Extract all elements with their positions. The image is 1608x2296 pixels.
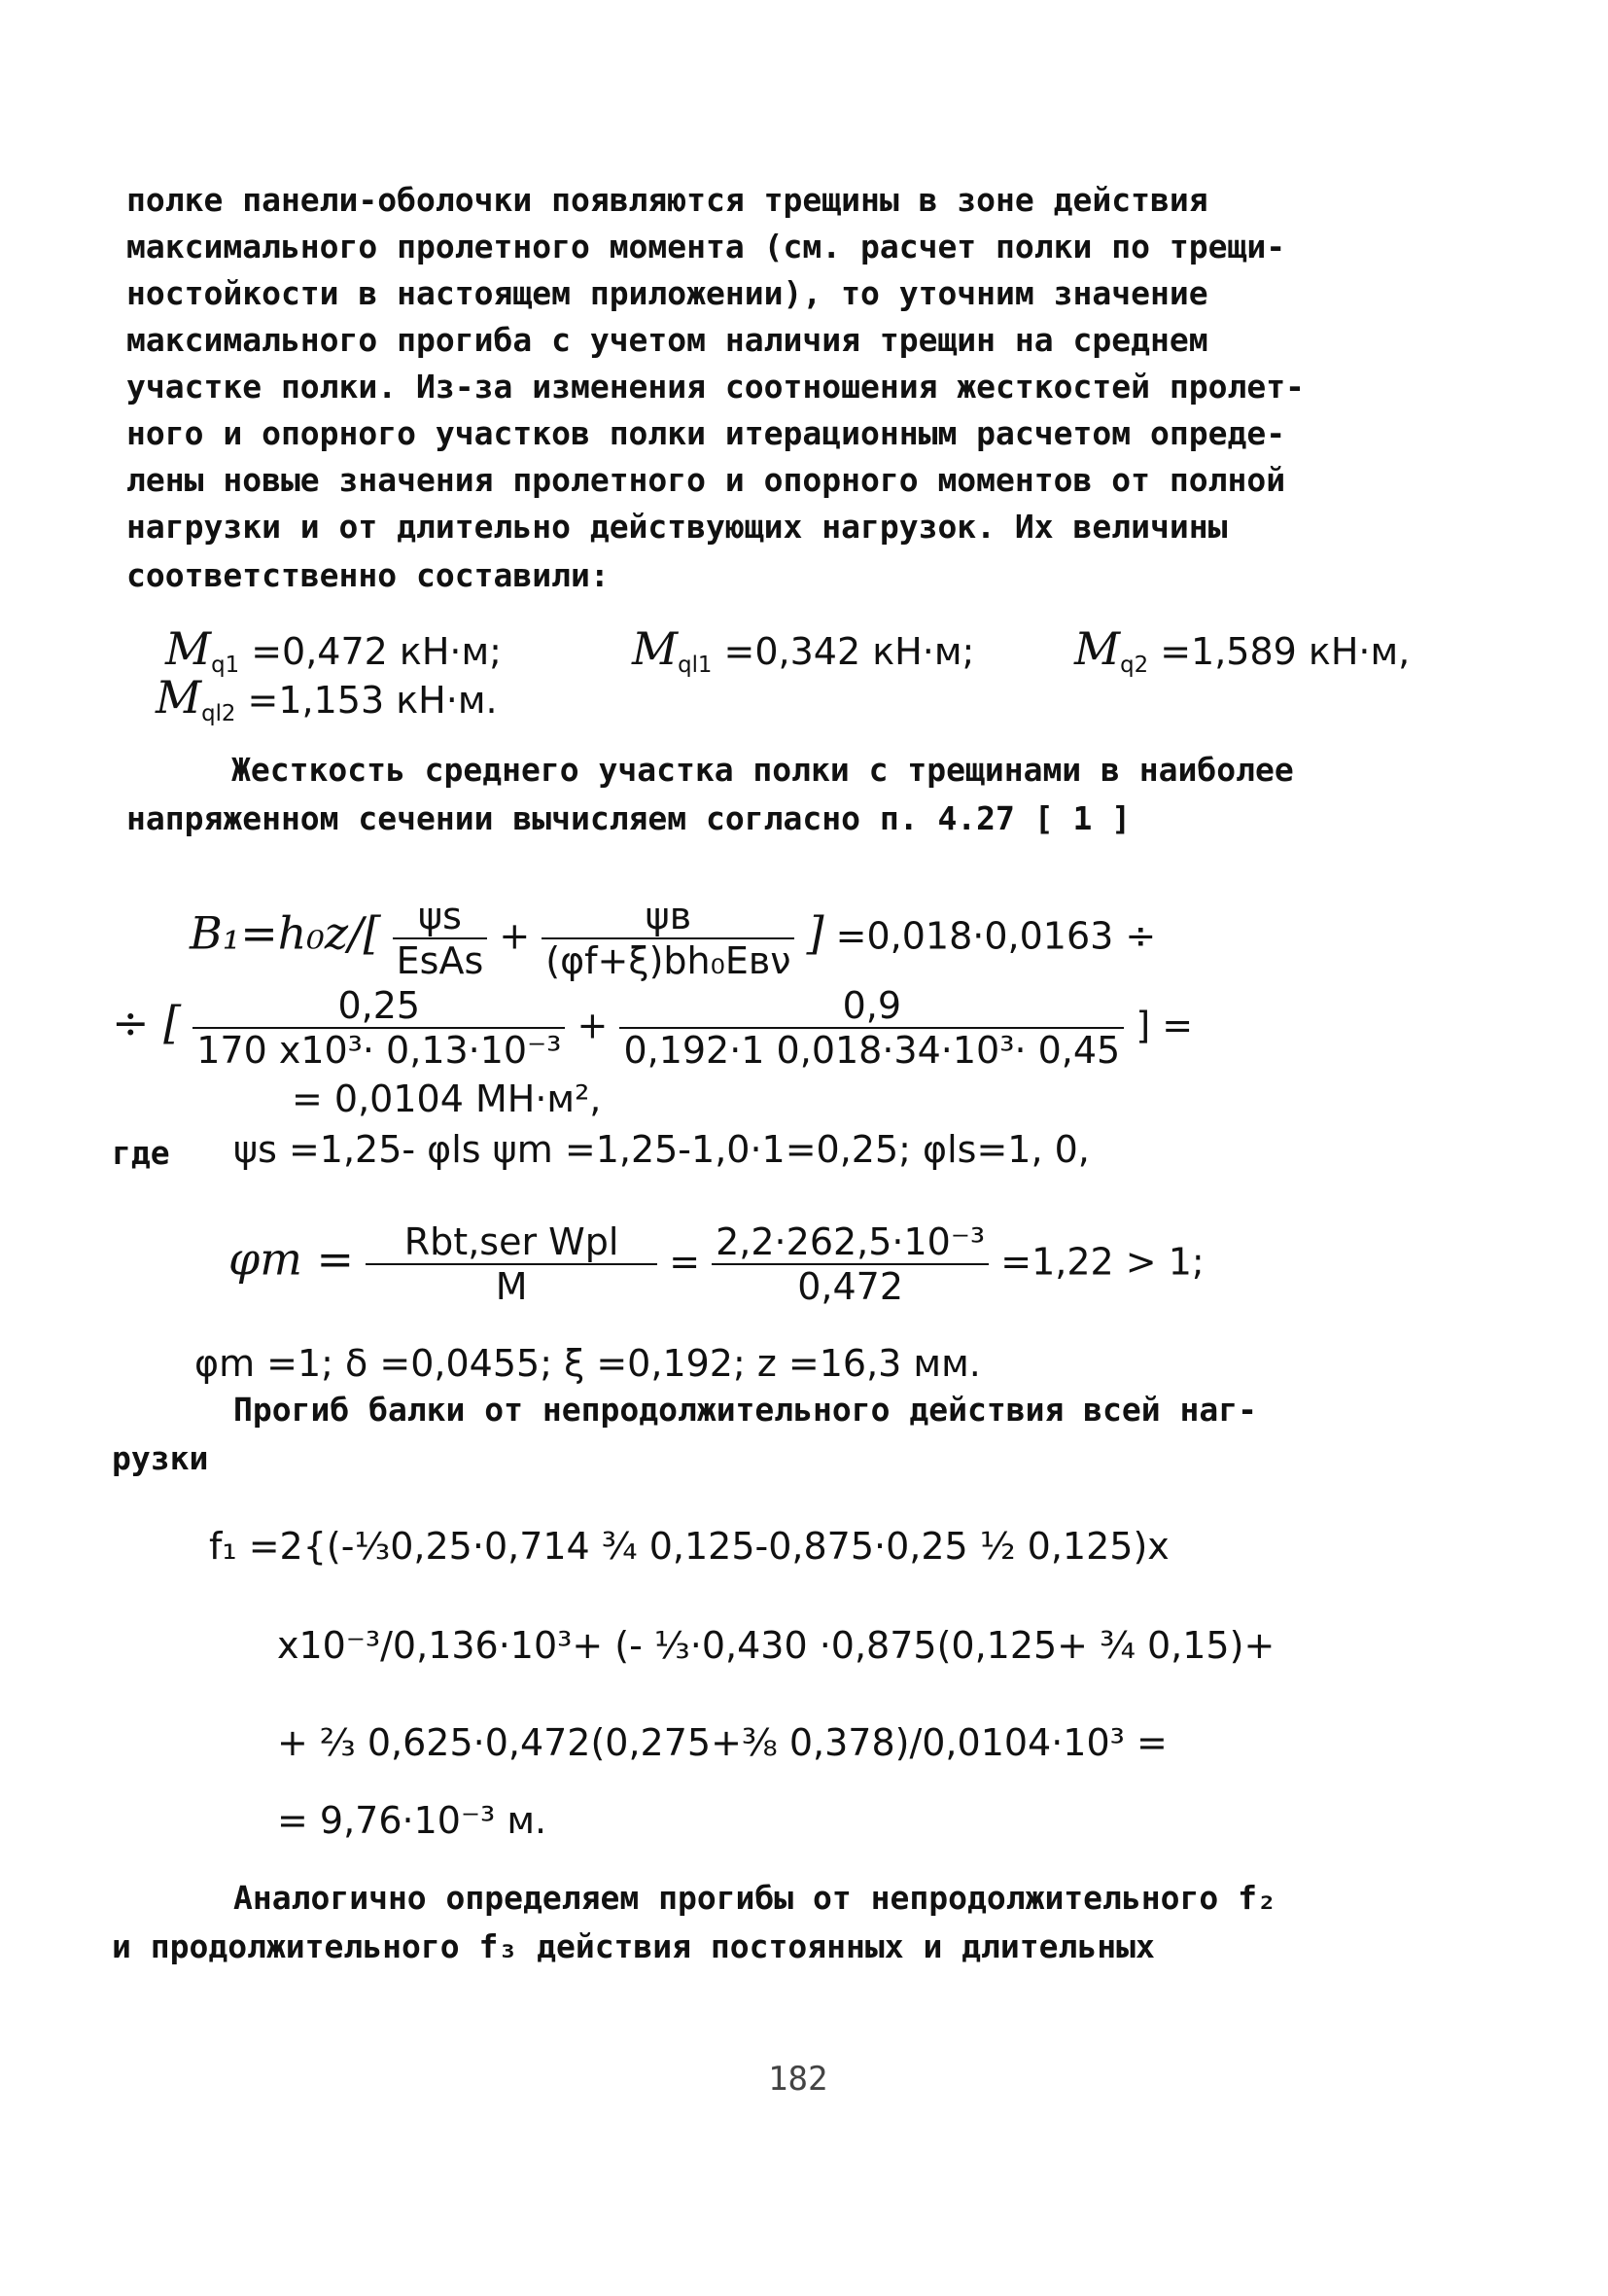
equals-sign: = — [669, 1240, 701, 1284]
moment-value: =0,342 кН·м; — [723, 630, 975, 673]
moment-mql1 — [632, 622, 974, 678]
text-line: соответственно составили: — [126, 556, 610, 594]
fraction — [542, 895, 794, 982]
psi-formula: ψs =1,25- φls ψm =1,25-1,0·1=0,25; φls=1, 0, — [233, 1128, 1090, 1171]
fraction — [366, 1220, 657, 1308]
text-line: Прогиб балки от непродолжительного действия всей наг- — [233, 1391, 1257, 1429]
formula-lhs: φm = — [228, 1232, 354, 1286]
bracket-open: ÷ [ — [112, 996, 182, 1049]
fraction-denominator: 0,192·1 0,018·34·10³· 0,45 — [623, 1029, 1121, 1072]
fraction — [712, 1220, 989, 1308]
moment-mq1 — [165, 622, 502, 678]
text-line: полке панели-оболочки появляются трещины в зоне действия — [126, 181, 1208, 219]
fraction — [192, 984, 565, 1072]
fraction-denominator: 0,472 — [797, 1265, 904, 1308]
where-label: где — [112, 1134, 170, 1172]
formula-value: =0,018·0,0163 ÷ — [835, 914, 1157, 958]
moment-mq2 — [1074, 622, 1410, 678]
formula-line: + ⅔ 0,625·0,472(0,275+⅜ 0,378)/0,0104·10³ = — [277, 1721, 1168, 1764]
fraction — [393, 895, 488, 982]
moment-value: =1,153 кН·м. — [247, 679, 498, 722]
page-number: 182 — [768, 2060, 828, 2099]
moment-subscript: ql1 — [678, 652, 713, 678]
fraction-denominator: 170 x10³· 0,13·10⁻³ — [196, 1029, 562, 1072]
formula-lhs: B₁=h₀z/[ — [190, 906, 381, 960]
text-line: и продолжительного f₃ действия постоянных и длительных — [112, 1927, 1155, 1965]
moment-subscript: q1 — [211, 652, 240, 678]
text-line: напряженном сечении вычисляем согласно п. 4.27 [ 1 ] — [126, 799, 1132, 837]
text-line: лены новые значения пролетного и опорного моментов от полной — [126, 461, 1286, 499]
moment-subscript: q2 — [1120, 652, 1149, 678]
formula-result: = 0,0104 МН·м², — [292, 1077, 602, 1120]
fraction-denominator: (φf+ξ)bh₀Eвν — [545, 939, 791, 982]
text-line: ного и опорного участков полки итерационным расчетом опреде- — [126, 414, 1286, 452]
fraction-numerator: ψs — [393, 895, 488, 939]
formula-line — [190, 895, 1156, 982]
text-line: ностойкости в настоящем приложении), то уточним значение — [126, 274, 1208, 312]
text-line: нагрузки и от длительно действующих нагрузок. Их величины — [126, 508, 1228, 546]
phi-m-formula — [228, 1220, 1205, 1308]
formula-line: x10⁻³/0,136·10³+ (- ⅓·0,430 ·0,875(0,125+ ¾ 0,15)+ — [277, 1624, 1276, 1667]
text-line: максимального пролетного момента (см. расчет полки по трещи- — [126, 228, 1286, 265]
text-line: максимального прогиба с учетом наличия трещин на среднем — [126, 321, 1208, 359]
formula-result: = 9,76·10⁻³ м. — [277, 1799, 547, 1842]
fraction-numerator: 0,25 — [192, 984, 565, 1029]
formula-equals: ] = — [1136, 1004, 1194, 1047]
fraction-numerator: Rbt,ser Wpl — [366, 1220, 657, 1265]
moment-symbol: M — [156, 671, 202, 724]
moment-symbol: M — [1074, 622, 1121, 675]
moment-subscript: ql2 — [201, 700, 236, 726]
moment-value: =0,472 кН·м; — [251, 630, 502, 673]
formula-line: f₁ =2{(-⅓0,25·0,714 ¾ 0,125-0,875·0,25 ½ 0,125)x — [209, 1525, 1170, 1568]
fraction-denominator: EsAs — [396, 939, 484, 982]
moment-symbol: M — [632, 622, 679, 675]
formula-line — [112, 984, 1193, 1072]
bracket-close: ] — [806, 906, 824, 960]
text-line: Жесткость среднего участка полки с трещинами в наиболее — [231, 751, 1294, 789]
fraction-numerator: ψв — [542, 895, 794, 939]
formula-value: =1,22 > 1; — [1000, 1240, 1205, 1284]
moment-value: =1,589 кН·м, — [1160, 630, 1411, 673]
text-line: рузки — [112, 1439, 209, 1477]
parameters-line: φm =1; δ =0,0455; ξ =0,192; z =16,3 мм. — [194, 1342, 981, 1385]
text-line: Аналогично определяем прогибы от непродолжительного f₂ — [233, 1879, 1276, 1917]
fraction-numerator: 0,9 — [619, 984, 1124, 1029]
plus-sign: + — [577, 1004, 609, 1047]
moment-mql2 — [156, 671, 498, 726]
moment-symbol: M — [165, 622, 212, 675]
fraction — [619, 984, 1124, 1072]
text-line: участке полки. Из-за изменения соотношения жесткостей пролет- — [126, 368, 1305, 406]
fraction-numerator: 2,2·262,5·10⁻³ — [712, 1220, 989, 1265]
fraction-denominator: M — [495, 1265, 528, 1308]
plus-sign: + — [499, 914, 531, 958]
